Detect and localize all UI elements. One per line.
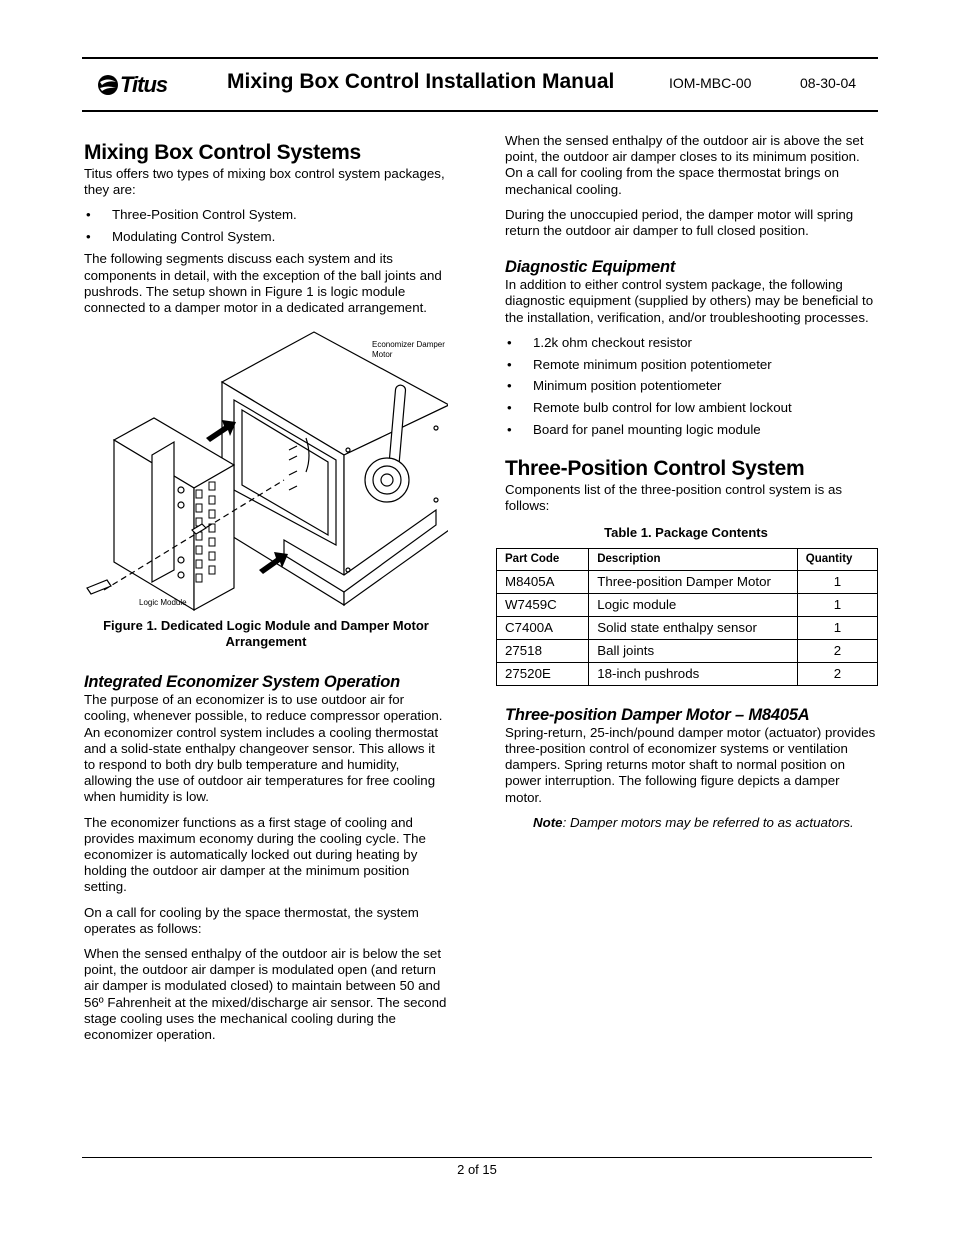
- cell-part-code: 27518: [497, 639, 589, 662]
- document-date: 08-30-04: [800, 75, 857, 91]
- label-logic-module: Logic Module: [139, 598, 187, 608]
- label-economizer-damper-motor: Economizer Damper Motor: [372, 340, 445, 360]
- cell-quantity: 2: [797, 639, 877, 662]
- list-item: • Remote bulb control for low ambient lockout: [505, 400, 877, 416]
- cell-quantity: 1: [797, 616, 877, 639]
- column-header-description: Description: [589, 548, 798, 570]
- logo-wordmark: Titus: [120, 72, 168, 97]
- segments-paragraph: The following segments discuss each system and its components in detail, with the exception of the ball joints and pushrods. The setup shown in Figure 1 is logic module connected to a damper motor in a dedicated arrangement.: [84, 251, 442, 316]
- heading-integrated-economizer: Integrated Economizer System Operation: [84, 673, 401, 692]
- cell-part-code: W7459C: [497, 593, 589, 616]
- list-item: • Modulating Control System.: [84, 229, 448, 245]
- table-row: [497, 570, 878, 593]
- list-item: • Remote minimum position potentiometer: [505, 357, 877, 373]
- cell-description: 18-inch pushrods: [589, 662, 798, 685]
- note-text: : Damper motors may be referred to as actuators.: [562, 814, 854, 830]
- header-top-rule: [82, 57, 878, 59]
- cell-quantity: 1: [797, 570, 877, 593]
- heading-three-position-damper-motor: Three-position Damper Motor – M8405A: [505, 705, 810, 724]
- list-item: • Board for panel mounting logic module: [505, 422, 877, 438]
- package-contents-table: [496, 548, 878, 686]
- note: [533, 815, 877, 831]
- system-types-list: [84, 207, 448, 245]
- logic-module-damper-motor-illustration: [84, 330, 448, 613]
- damper-motor-paragraph: Spring-return, 25-inch/pound damper motor (actuator) provides three-position control of economizer systems or ventilation dampers. Spring returns motor shaft to normal position on power interruption. The following figure depicts a damper motor.: [505, 724, 876, 805]
- note-label: Note: [533, 814, 563, 830]
- list-item: • 1.2k ohm checkout resistor: [505, 335, 877, 351]
- titus-swirl-icon: [96, 73, 120, 97]
- cell-description: Logic module: [589, 593, 798, 616]
- right-column: [505, 133, 877, 840]
- document-id: IOM-MBC-00: [669, 75, 752, 91]
- table-1-caption: Table 1. Package Contents: [604, 524, 768, 540]
- table-row: [497, 593, 878, 616]
- cell-description: Solid state enthalpy sensor: [589, 616, 798, 639]
- left-column: [84, 140, 448, 1052]
- heading-diagnostic-equipment: Diagnostic Equipment: [505, 258, 676, 277]
- column-header-quantity: Quantity: [797, 548, 877, 570]
- document-title: Mixing Box Control Installation Manual: [227, 70, 615, 93]
- heading-three-position-control-system: Three-Position Control System: [505, 457, 805, 481]
- economizer-paragraph-4: When the sensed enthalpy of the outdoor air is below the set point, the outdoor air damper is modulated open (and return air damper is modulated closed) to maintain between 50 and 56º Fahrenheit at the mixed/discharge air sensor. The second stage cooling uses the mechanical cooling during the economizer operation.: [84, 946, 447, 1043]
- intro-paragraph: Titus offers two types of mixing box control system packages, they are:: [84, 166, 445, 198]
- unoccupied-paragraph: During the unoccupied period, the damper motor will spring return the outdoor air damper to full closed position.: [505, 206, 854, 239]
- cell-part-code: M8405A: [497, 570, 589, 593]
- economizer-paragraph-2: The economizer functions as a first stage of cooling and provides maximum economy during the cooling cycle. The economizer is automatically locked out during heating by holding the outdoor air damper at the minimum position setting.: [84, 814, 426, 895]
- cell-part-code: C7400A: [497, 616, 589, 639]
- economizer-paragraph-3: On a call for cooling by the space thermostat, the system operates as follows:: [84, 904, 419, 936]
- table-header-row: [497, 548, 878, 570]
- heading-mixing-box-control-systems: Mixing Box Control Systems: [84, 141, 361, 164]
- figure-1: [84, 330, 448, 613]
- diagnostic-list: [505, 335, 877, 438]
- cell-description: Three-position Damper Motor: [589, 570, 798, 593]
- footer-rule: [82, 1157, 872, 1158]
- page-number: 2 of 15: [457, 1162, 497, 1177]
- three-position-paragraph: Components list of the three-position control system is as follows:: [505, 482, 843, 514]
- column-header-part-code: Part Code: [497, 548, 589, 570]
- figure-1-caption: Figure 1. Dedicated Logic Module and Damper Motor Arrangement: [103, 618, 429, 650]
- cell-description: Ball joints: [589, 639, 798, 662]
- cell-quantity: 2: [797, 662, 877, 685]
- diagnostic-paragraph: In addition to either control system package, the following diagnostic equipment (supplied by others) may be beneficial to the installation, verification, and/or troubleshooting processes.: [505, 277, 874, 325]
- table-row: [497, 639, 878, 662]
- titus-logo: [96, 72, 167, 98]
- cell-part-code: 27520E: [497, 662, 589, 685]
- enthalpy-above-paragraph: When the sensed enthalpy of the outdoor air is above the set point, the outdoor air damper closes to its minimum position. On a call for cooling from the space thermostat brings on mechanical cooling.: [505, 133, 864, 197]
- cell-quantity: 1: [797, 593, 877, 616]
- table-row: [497, 616, 878, 639]
- list-item: • Three-Position Control System.: [84, 207, 448, 223]
- economizer-paragraph-1: The purpose of an economizer is to use outdoor air for cooling, whenever possible, to reduce compressor operation. An economizer control system includes a cooling thermostat and a solid-state enthalpy changeover sensor. This allows it to respond to both dry bulb temperature and humidity, allowing the use of outdoor air temperatures for free cooling when humidity is low.: [84, 692, 443, 805]
- table-row: [497, 662, 878, 685]
- list-item: • Minimum position potentiometer: [505, 378, 877, 394]
- header-bottom-rule: [82, 110, 878, 112]
